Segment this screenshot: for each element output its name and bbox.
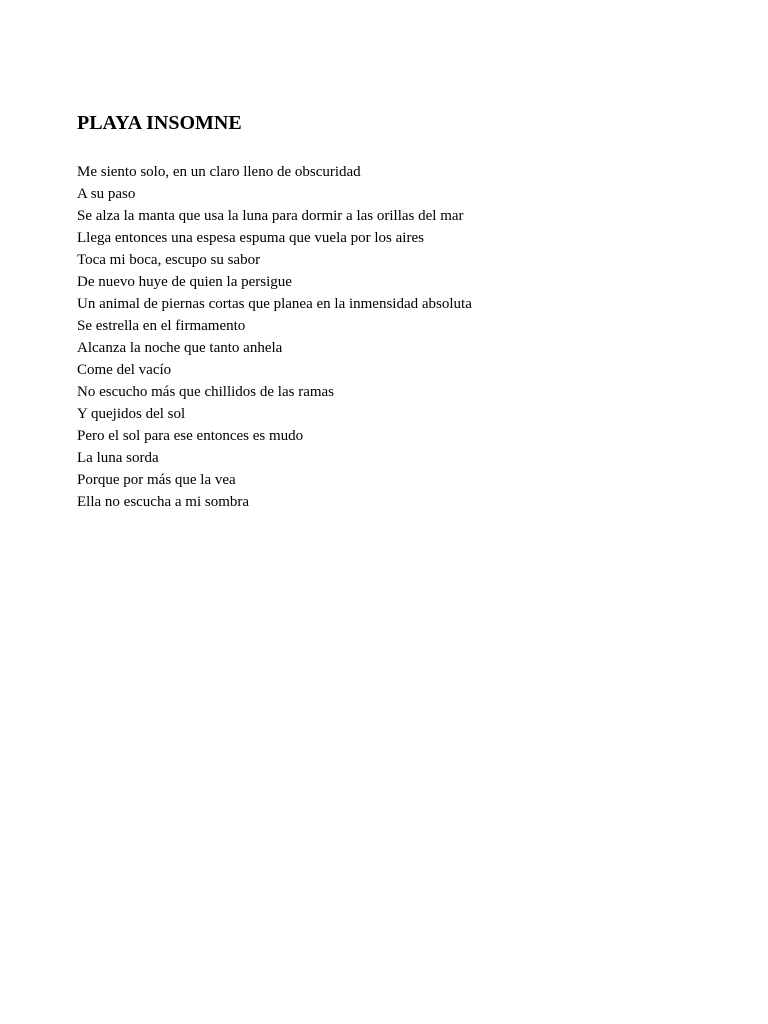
poem-line: Me siento solo, en un claro lleno de obscuridad [77,164,361,180]
poem-line: A su paso [77,186,136,202]
poem-line: No escucho más que chillidos de las ramas [77,384,335,400]
poem-body [77,161,472,513]
poem-line: Pero el sol para ese entonces es mudo [77,428,304,444]
poem-title: PLAYA INSOMNE [77,112,242,134]
poem-line: Se alza la manta que usa la luna para dormir a las orillas del mar [77,208,464,224]
poem-line: La luna sorda [77,450,159,466]
poem-line: Porque por más que la vea [77,472,236,488]
poem-line: Toca mi boca, escupo su sabor [77,252,261,268]
poem-line: Llega entonces una espesa espuma que vuela por los aires [77,230,424,246]
poem-line: Alcanza la noche que tanto anhela [77,340,283,356]
poem-line: Come del vacío [77,362,172,378]
poem-line: De nuevo huye de quien la persigue [77,274,292,290]
poem-line: Y quejidos del sol [77,406,186,422]
poem-line: Ella no escucha a mi sombra [77,494,250,510]
poem-line: Se estrella en el firmamento [77,318,246,334]
poem-line: Un animal de piernas cortas que planea en la inmensidad absoluta [77,296,472,312]
